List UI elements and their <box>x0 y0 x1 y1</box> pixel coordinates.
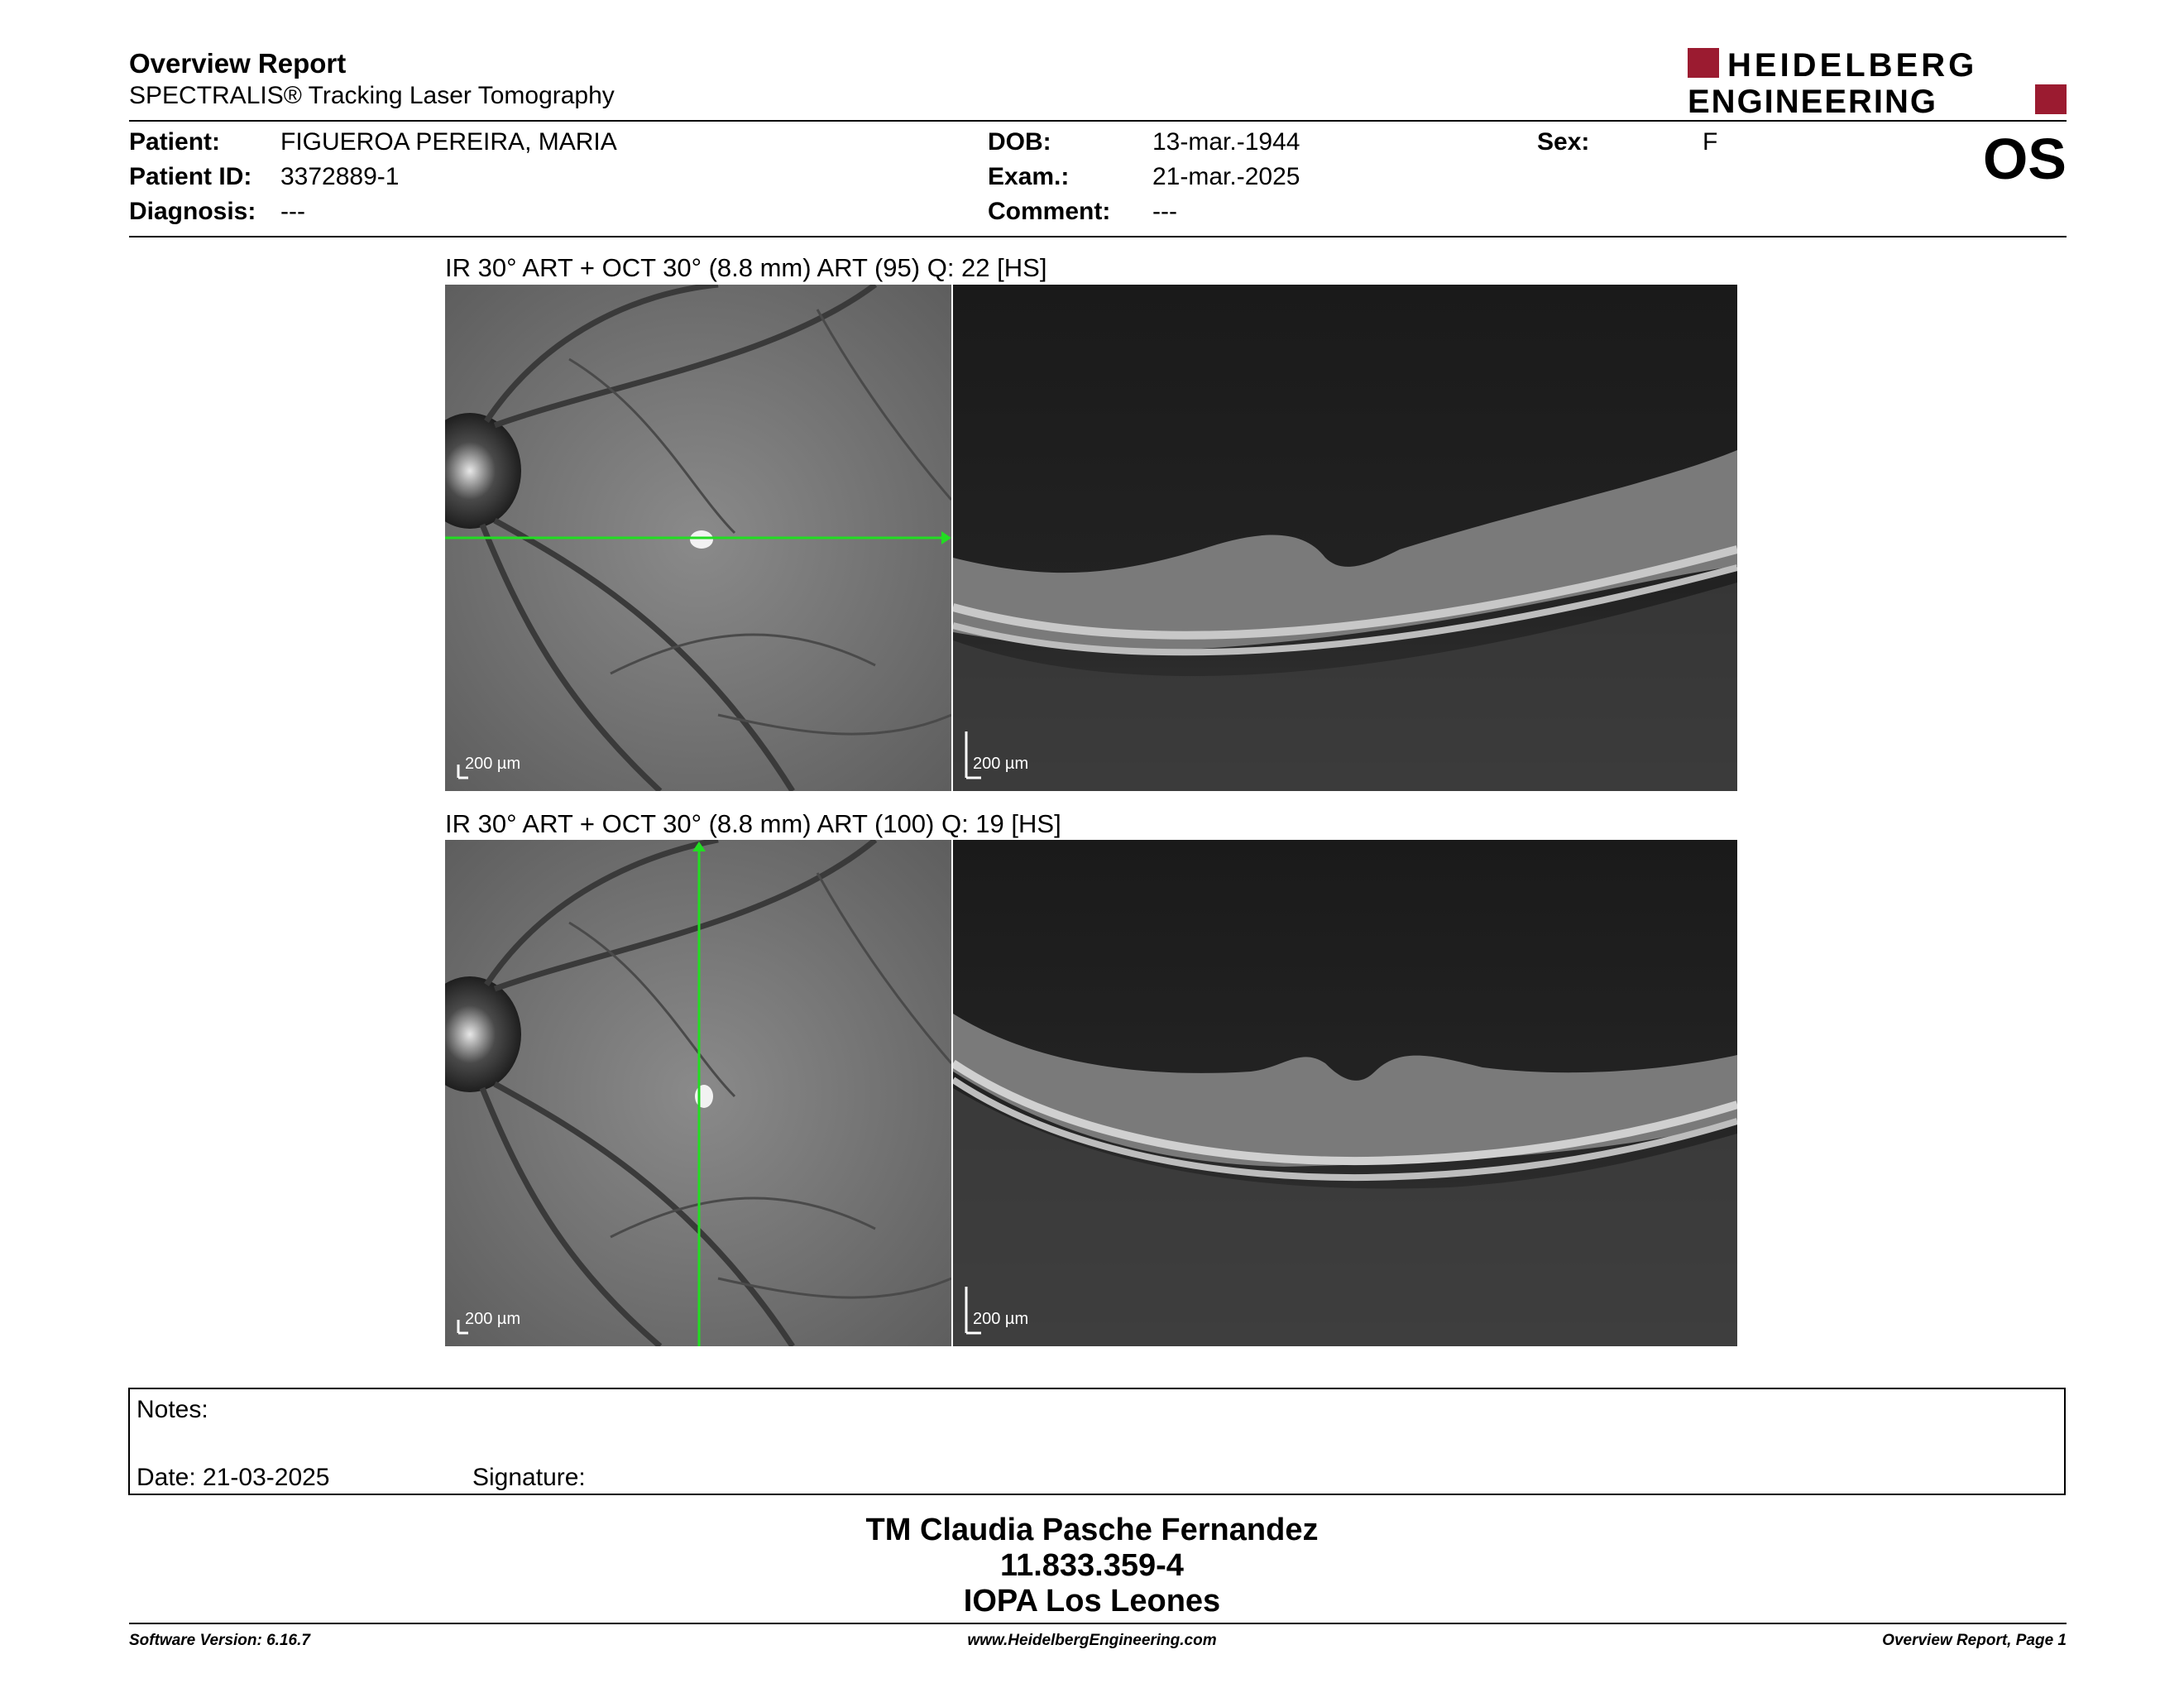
dob-label: DOB: <box>988 128 1051 156</box>
scan-1-bscan-scale: 200 µm <box>973 755 1029 773</box>
scan-1-fundus-scale: 200 µm <box>465 755 521 773</box>
diagnosis-value: --- <box>280 198 305 225</box>
scan-1-title: IR 30° ART + OCT 30° (8.8 mm) ART (95) Q: 22 [HS] <box>445 253 1047 282</box>
report-title: Overview Report <box>129 48 347 79</box>
notes-label: Notes: <box>136 1396 208 1423</box>
signature-label: Signature: <box>472 1464 586 1491</box>
sex-label: Sex: <box>1537 128 1590 156</box>
website-link[interactable]: www.HeidelbergEngineering.com <box>967 1632 1217 1649</box>
fundus-2-graphic <box>445 840 951 1346</box>
bscan-2-graphic <box>953 840 1737 1346</box>
patient-id-value: 3372889-1 <box>280 163 400 190</box>
fundus-1-graphic <box>445 285 951 791</box>
scan-2-oct-bscan[interactable] <box>953 840 1737 1346</box>
dob-value: 13-mar.-1944 <box>1152 128 1300 156</box>
patient-id-label: Patient ID: <box>129 163 252 190</box>
comment-value: --- <box>1152 198 1177 225</box>
sex-value: F <box>1703 128 1718 156</box>
exam-value: 21-mar.-2025 <box>1152 163 1300 190</box>
scan-1-oct-bscan[interactable] <box>953 285 1737 791</box>
scan-2-fundus-image[interactable] <box>445 840 951 1346</box>
patient-value: FIGUEROA PEREIRA, MARIA <box>280 128 617 156</box>
footer-divider <box>129 1623 2067 1624</box>
heidelberg-logo <box>1688 46 2067 116</box>
exam-label: Exam.: <box>988 163 1070 190</box>
comment-label: Comment: <box>988 198 1111 225</box>
eye-indicator: OS <box>1982 127 2067 191</box>
scan-2-bscan-scale: 200 µm <box>973 1310 1029 1328</box>
scan-2-fundus-scale: 200 µm <box>465 1310 521 1328</box>
scan-1-fundus-image[interactable] <box>445 285 951 791</box>
page-indicator: Overview Report, Page 1 <box>1882 1632 2067 1649</box>
patient-label: Patient: <box>129 128 221 156</box>
signatory-name: TM Claudia Pasche Fernandez <box>865 1513 1319 1547</box>
patient-divider <box>129 236 2067 237</box>
logo-line1: HEIDELBERG <box>1727 47 1978 84</box>
notes-box[interactable] <box>128 1388 2066 1495</box>
signatory-institution: IOPA Los Leones <box>963 1584 1221 1618</box>
logo-line2: ENGINEERING <box>1688 84 1938 116</box>
scan-2-title: IR 30° ART + OCT 30° (8.8 mm) ART (100) Q: 19 [HS] <box>445 809 1061 838</box>
software-version: Software Version: 6.16.7 <box>129 1632 310 1649</box>
device-name: SPECTRALIS® Tracking Laser Tomography <box>129 82 615 109</box>
bscan-1-graphic <box>953 285 1737 791</box>
diagnosis-label: Diagnosis: <box>129 198 256 225</box>
date-label: Date: 21-03-2025 <box>136 1464 330 1491</box>
header-divider <box>129 120 2067 122</box>
signatory-id: 11.833.359-4 <box>1000 1548 1184 1583</box>
